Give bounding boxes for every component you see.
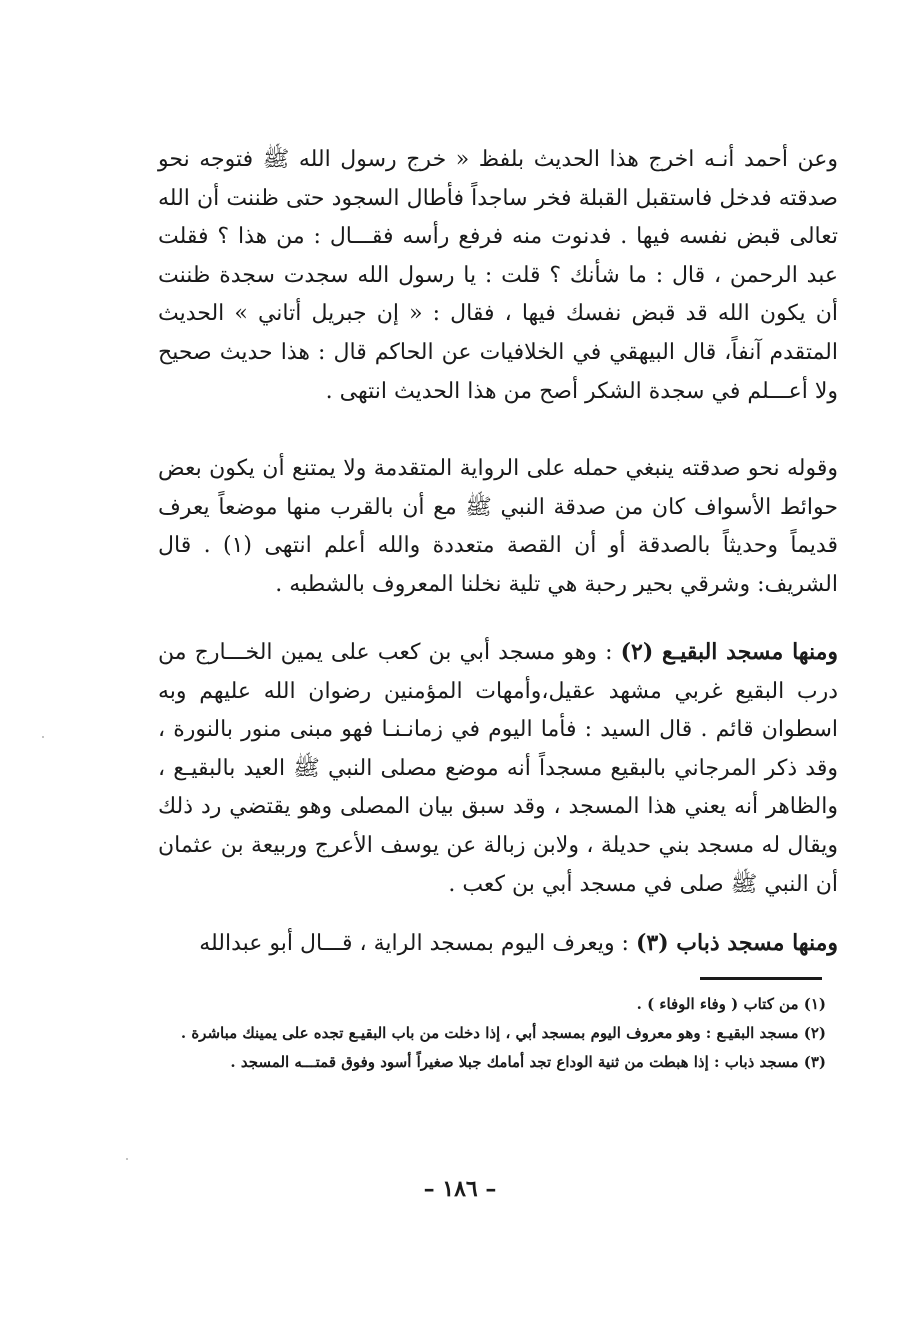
- paragraph-text: وقوله نحو صدقته ينبغي حمله على الرواية المتقدمة ولا يمتنع أن يكون بعض حوائط الأسواف كان من صدقة النبي ﷺ مع أن بالقرب منها موضعاً يعرف قديماً وحديثاً بالصدقة أو أن القصة متعددة والله أعلم انتهى (١) . قال الشريف: وشرقي بحير رحبة هي تلية نخلنا المعروف بالشطبه .: [158, 456, 838, 597]
- page-number: – ١٨٦ –: [423, 1176, 497, 1202]
- scan-speck: [42, 736, 44, 738]
- section-heading: ومنها مسجد البقيـع (٢): [620, 639, 838, 665]
- footnote-3: (٣) مسجد ذباب : إذا هبطت من ثنية الوداع تجد أمامك جبلا صغيراً أسود وفوق قمتـــه المسجد .: [230, 1053, 826, 1071]
- footnote-1: (١) من كتاب ( وفاء الوفاء ) .: [636, 995, 826, 1013]
- scan-speck: [126, 1158, 128, 1160]
- paragraph-masjid-baqi: [158, 633, 838, 904]
- paragraph-text: وعن أحمد أنـه اخرج هذا الحديث بلفظ « خرج رسول الله ﷺ فتوجه نحو صدقته فدخل فاستقبل القبلة فخر ساجداً فأطال السجود حتى ظننت أن الله تعالى قبض نفسه فيها . فدنوت منه فرفع رأسه فقـــال : من هذا ؟ فقلت عبد الرحمن ، قال : ما شأنك ؟ قلت : يا رسول الله سجدت سجدة ظننت أن يكون الله قد قبض نفسك فيها ، فقال : « إن جبريل أتاني » الحديث المتقدم آنفاً، قال البيهقي في الخلافيات عن الحاكم قال : هذا حديث صحيح ولا أعـــلم في سجدة الشكر أصح من هذا الحديث انتهى .: [158, 147, 838, 404]
- section-heading: ومنها مسجد ذباب (٣): [635, 930, 838, 956]
- footnote-divider: [700, 977, 822, 980]
- paragraph-hadith-ahmad: [158, 141, 838, 411]
- footnotes: [158, 990, 826, 1077]
- paragraph-text: : وهو مسجد أبي بن كعب على يمين الخـــارج من درب البقيع غربي مشهد عقيل،وأمهات المؤمنين رضوان الله عليهم وبه اسطوان قائم . قال السيد : فأما اليوم في زمانـنـا فهو مبنى منور بالنورة ، وقد ذكر المرجاني بالبقيع مسجداً أنه موضع مصلى النبي ﷺ العيد بالبقيـع ، والظاهر أنه يعني هذا المسجد ، وقد سبق بيان المصلى وهو يقتضي رد ذلك ويقال له مسجد بني حديلة ، ولابن زبالة عن يوسف الأعرج وربيعة بن عثمان أن النبي ﷺ صلى في مسجد أبي بن كعب .: [158, 640, 838, 897]
- paragraph-text: : ويعرف اليوم بمسجد الراية ، قـــال أبو عبدالله: [199, 931, 636, 956]
- paragraph-masjid-dhubab: [158, 924, 838, 964]
- footnote-2: (٢) مسجد البقيـع : وهو معروف اليوم بمسجد أبي ، إذا دخلت من باب البقيـع تجده على يمينك مباشرة .: [180, 1024, 826, 1042]
- paragraph-sadaqa: [158, 450, 838, 604]
